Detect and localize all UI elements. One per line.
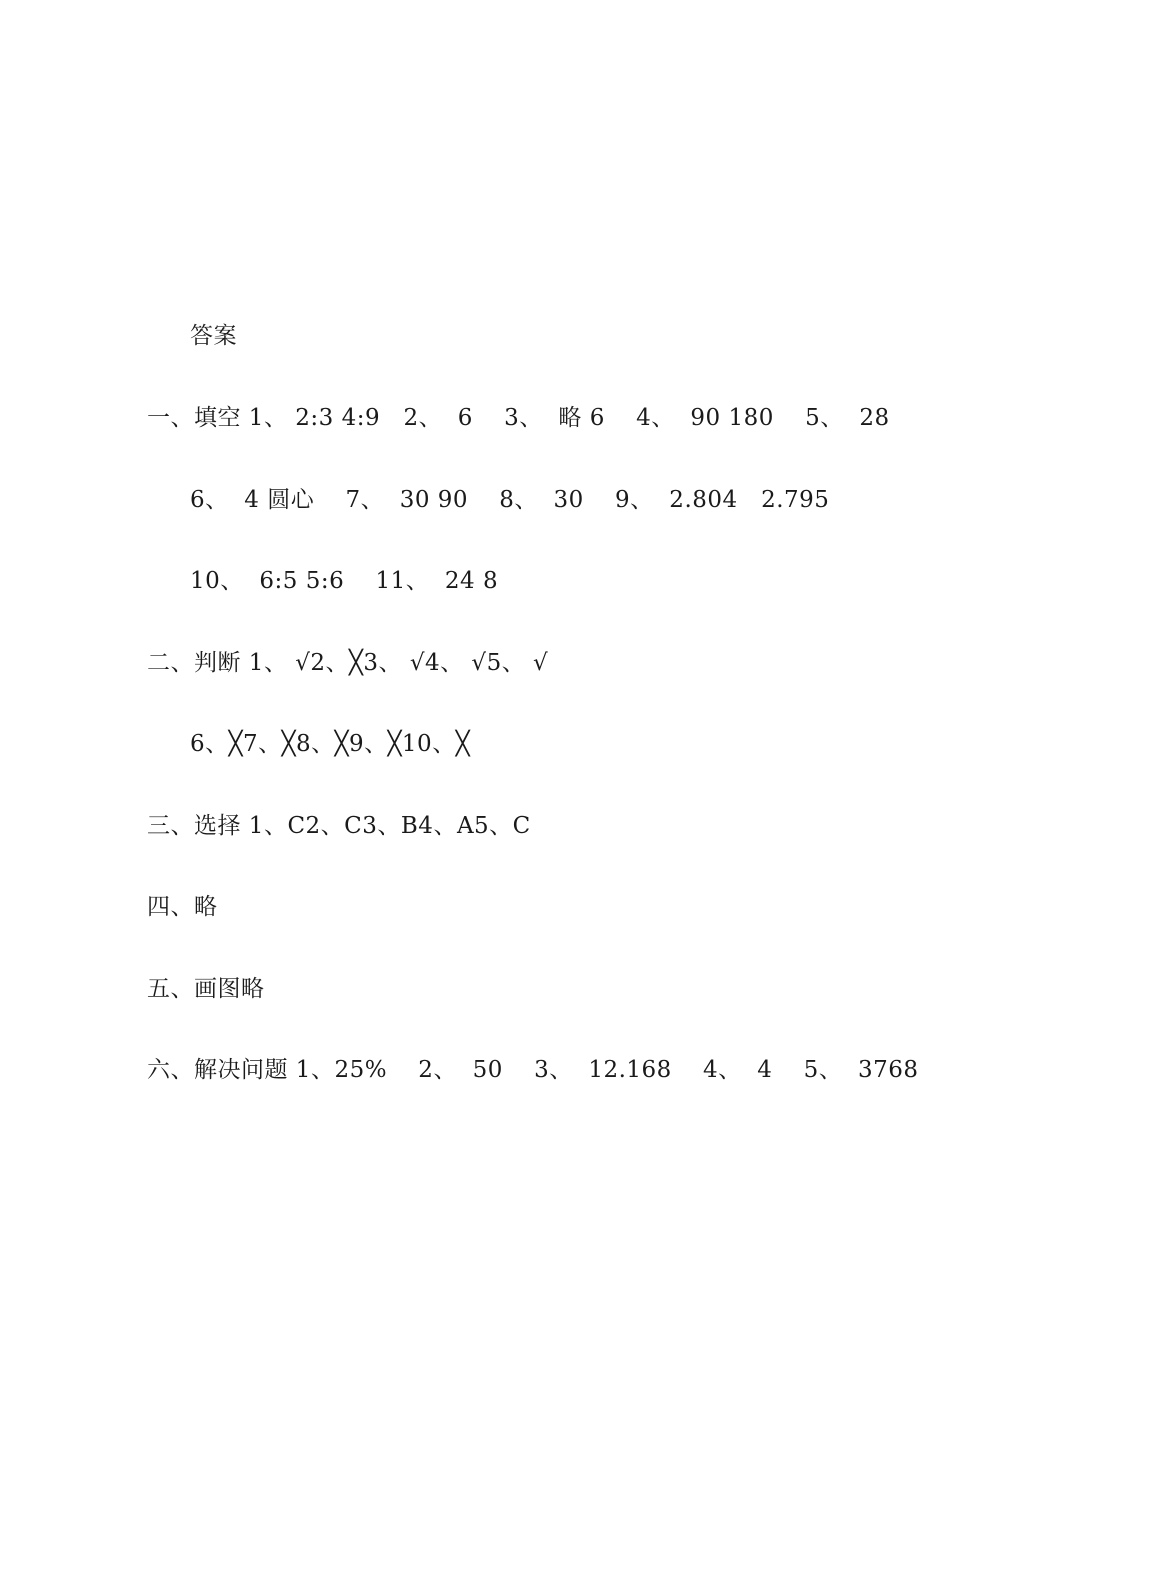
answer-section-problem-solving: 六、解决问题 1、25% 2、 50 3、 12.168 4、 4 5、 3768 (147, 1057, 919, 1083)
answer-section-true-false: 二、判断 1、 √2、╳3、 √4、 √5、 √ (147, 650, 549, 676)
answer-section-four: 四、略 (147, 894, 218, 920)
answer-section-multiple-choice: 三、选择 1、C2、C3、B4、A5、C (147, 813, 531, 839)
answer-section-fill-blank-continued-1: 6、 4 圆心 7、 30 90 8、 30 9、 2.804 2.795 (190, 487, 830, 513)
answer-section-fill-blank: 一、填空 1、 2:3 4:9 2、 6 3、 略 6 4、 90 180 5、 28 (147, 405, 890, 431)
answer-section-fill-blank-continued-2: 10、 6:5 5:6 11、 24 8 (190, 568, 499, 594)
answer-section-true-false-continued: 6、╳7、╳8、╳9、╳10、╳ (190, 731, 471, 757)
answer-section-drawing: 五、画图略 (147, 976, 265, 1002)
page-title: 答案 (190, 323, 237, 349)
